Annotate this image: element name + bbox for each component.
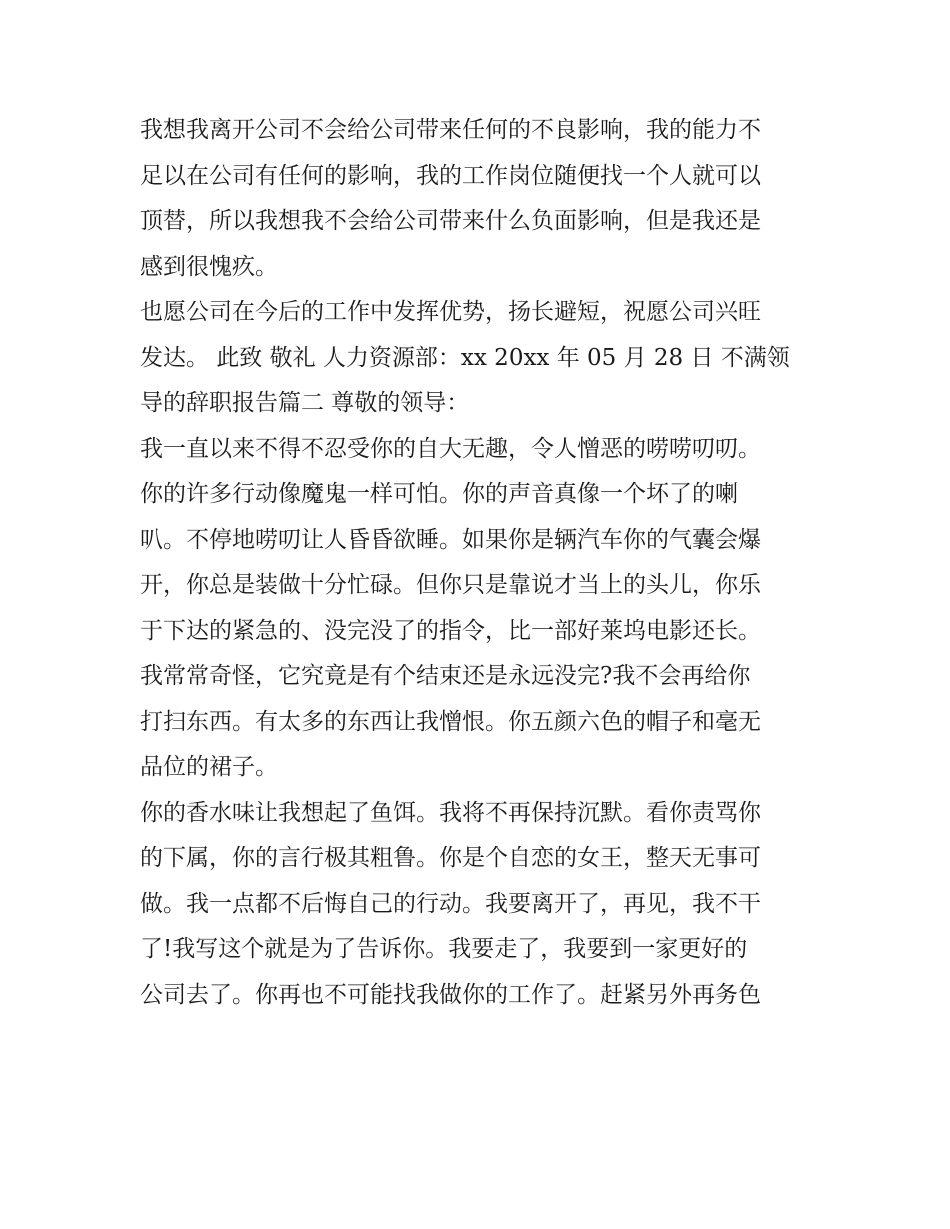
text-line: 打扫东西。有太多的东西让我憎恨。你五颜六色的帽子和毫无 (140, 708, 761, 735)
text-line: 的下属，你的言行极其粗鲁。你是个自恋的女王，整天无事可 (140, 845, 761, 871)
text-line: 感到很愧疚。 (140, 253, 278, 280)
text-line: 我常常奇怪，它究竟是有个结束还是永远没完?我不会再给你 (140, 663, 751, 689)
text-line: 叭。不停地唠叨让人昏昏欲睡。如果你是辆汽车你的气囊会爆 (140, 526, 761, 553)
letter-body (140, 108, 820, 1018)
text-line: 开，你总是装做十分忙碌。但你只是靠说才当上的头儿，你乐 (140, 572, 761, 598)
text-line: 了!我写这个就是为了告诉你。我要走了，我要到一家更好的 (140, 936, 748, 962)
text-line: 公司去了。你再也不可能找我做你的工作了。赶紧另外再务色 (140, 981, 761, 1008)
text-line: 我想我离开公司不会给公司带来任何的不良影响，我的能力不 (140, 117, 761, 143)
text-line: 也愿公司在今后的工作中发挥优势，扬长避短，祝愿公司兴旺 (140, 299, 761, 325)
text-line: 足以在公司有任何的影响，我的工作岗位随便找一个人就可以 (140, 162, 761, 189)
text-line: 顶替，所以我想我不会给公司带来什么负面影响，但是我还是 (140, 208, 761, 234)
text-line: 导的辞职报告篇二 尊敬的领导： (140, 390, 470, 416)
text-line: 于下达的紧急的、没完没了的指令，比一部好莱坞电影还长。 (140, 617, 761, 644)
text-line: 品位的裙子。 (140, 754, 278, 780)
text-line: 发达。 此致 敬礼 人力资源部：xx 20xx 年 05 月 28 日 不满领 (140, 344, 790, 371)
text-line: 做。我一点都不后悔自己的行动。我要离开了，再见，我不干 (140, 890, 761, 917)
text-line: 你的许多行动像魔鬼一样可怕。你的声音真像一个坏了的喇 (140, 481, 738, 507)
text-line: 我一直以来不得不忍受你的自大无趣，令人憎恶的唠唠叨叨。 (140, 435, 761, 462)
text-line: 你的香水味让我想起了鱼饵。我将不再保持沉默。看你责骂你 (140, 799, 761, 826)
